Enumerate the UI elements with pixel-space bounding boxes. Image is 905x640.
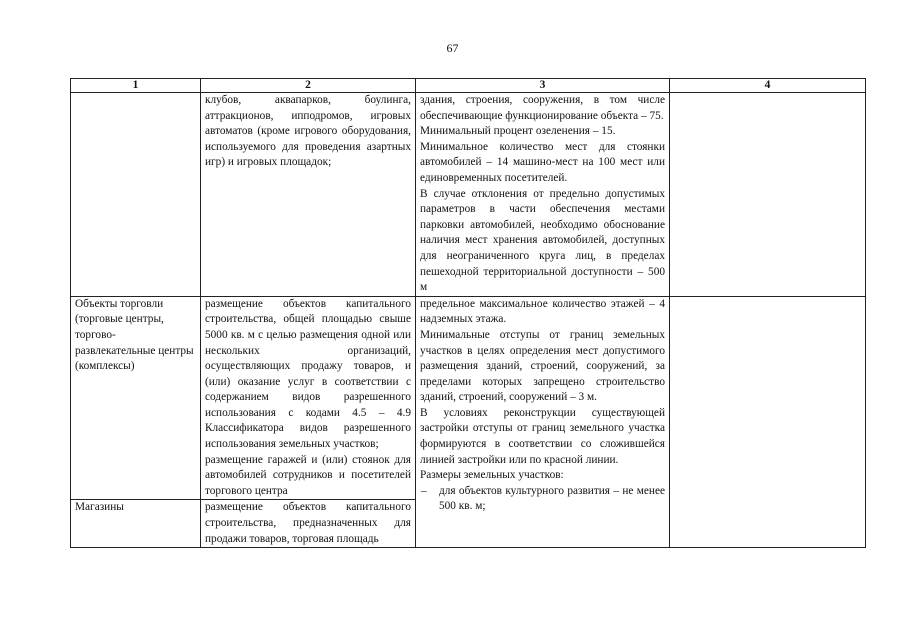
paragraph: Размеры земельных участков: — [420, 469, 564, 482]
paragraph: клубов, аквапарков, боулинга, аттракционов, ипподромов, игровых автоматов (кроме игрового оборудования, используемого для проведения азартных игр) и игровых площадок; — [205, 94, 411, 169]
object-type-label: Магазины — [75, 501, 124, 514]
header-col-3: 3 — [416, 79, 670, 93]
row2-col3-cell — [416, 296, 670, 548]
row2-col4-cell — [670, 296, 866, 548]
land-size-list — [420, 484, 665, 515]
page-number: 67 — [446, 41, 459, 55]
paragraph: В случае отклонения от предельно допустимых параметров в части обеспечения местами парковки автомобилей, необходимо обоснование наличия мест хранения автомобилей, доступных для неограниченного круга лиц, в пределах пешеходной территориальной доступности – 500 м — [420, 187, 665, 294]
row1-col3-cell — [416, 93, 670, 297]
header-col-4: 4 — [670, 79, 866, 93]
table-row — [71, 296, 866, 500]
header-col-2: 2 — [201, 79, 416, 93]
object-type-label: Объекты торговли (торговые центры, торгово-развлекательные центры (комплексы) — [75, 297, 194, 373]
paragraph: предельное максимальное количество этажей – 4 надземных этажа. — [420, 297, 665, 326]
zoning-regulations-table — [70, 78, 866, 548]
table-row — [71, 93, 866, 297]
paragraph: размещение гаражей и (или) стоянок для автомобилей сотрудников и посетителей торгового центра — [205, 453, 411, 497]
header-col-1: 1 — [71, 79, 201, 93]
row2-col2-cell — [201, 296, 416, 500]
row1-col2-cell — [201, 93, 416, 297]
paragraph: здания, строения, сооружения, в том числе обеспечивающие функционирование объекта – 75. — [420, 94, 665, 122]
row1-col4-cell — [670, 93, 866, 297]
paragraph: В условиях реконструкции существующей застройки отступы от границ земельного участка формируются в соответствии со сложившейся линией застройки или по красной линии. — [420, 406, 665, 466]
paragraph: Минимальный процент озеленения – 15. — [420, 125, 616, 138]
header-row — [71, 79, 866, 93]
row2-col1-cell — [71, 296, 201, 500]
paragraph: Минимальные отступы от границ земельных участков в целях определения мест допустимого размещения зданий, строений, сооружений, за пределами которых запрещено строительство зданий, строений, сооружений – 3 м. — [420, 328, 665, 404]
paragraph: размещение объектов капитального строительства, общей площадью свыше 5000 кв. м с целью размещения одной или нескольких организаций, осуществляющих продажу товаров, и (или) оказание услуг в соответствии с содержанием видов разрешенного использования с кодами 4.5 – 4.9 Классификатора видов разрешенного использования земельных участков; — [205, 297, 411, 451]
row3-col1-cell — [71, 500, 201, 548]
paragraph: размещение объектов капитального строительства, предназначенных для продажи товаров, торговая площадь — [205, 501, 411, 545]
list-item: – для объектов культурного развития – не менее 500 кв. м; — [420, 484, 665, 515]
paragraph: Минимальное количество мест для стоянки автомобилей – 14 машино-мест на 100 мест или единовременных посетителей. — [420, 140, 665, 184]
row3-col2-cell — [201, 500, 416, 548]
row1-col1-cell — [71, 93, 201, 297]
